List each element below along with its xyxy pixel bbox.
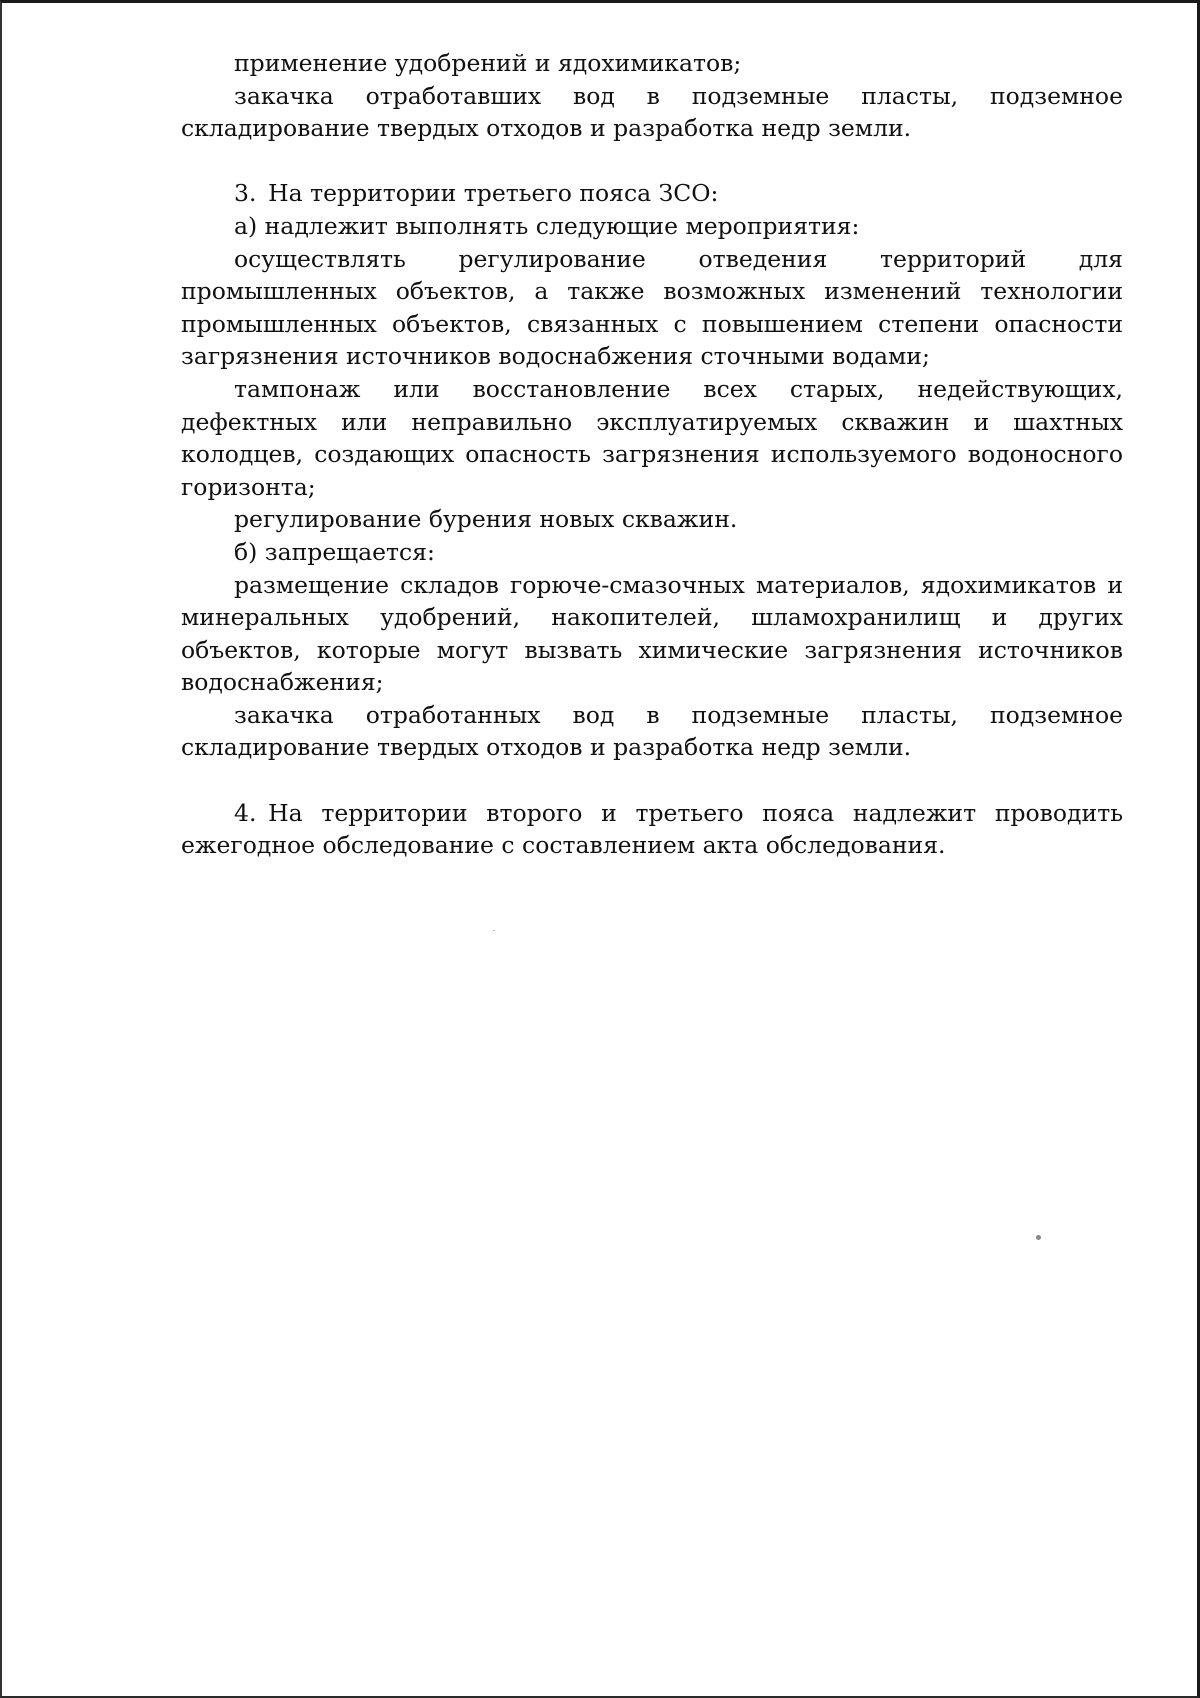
subsection-a-heading: а) надлежит выполнять следующие мероприятия: (234, 211, 860, 240)
paragraph-injection-third-belt: закачка отработанных вод в подземные пласты, подземное складирование твердых отходов и разработка недр земли. (181, 700, 1123, 762)
document-body (181, 47, 1123, 862)
section-3-heading: 3. На территории третьего пояса ЗСО: (234, 179, 719, 208)
paragraph-storage-prohibition: размещение складов горюче-смазочных материалов, ядохимикатов и минеральных удобрений, накопителей, шламохранилищ и других объектов, которые могут вызвать химические загрязнения источников водоснабжения; (181, 570, 1123, 697)
scan-speck (493, 930, 495, 931)
paragraph-fertilizers: применение удобрений и ядохимикатов; (234, 49, 742, 77)
paragraph-drilling-regulation: регулирование бурения новых скважин. (234, 505, 738, 534)
section-4-paragraph: 4. На территории второго и третьего пояса надлежит проводить ежегодное обследование с составлением акта обследования. (181, 798, 1123, 860)
paragraph-territory-regulation: осуществлять регулирование отведения территорий для промышленных объектов, а также возможных изменений технологии промышленных объектов, связанных с повышением степени опасности загрязнения источников водоснабжения сточными водами; (181, 244, 1123, 371)
paragraph-injection-second-belt: закачка отработавших вод в подземные пласты, подземное складирование твердых отходов и разработка недр земли. (181, 81, 1123, 143)
subsection-b-heading: б) запрещается: (234, 537, 435, 566)
scan-speck (1036, 1235, 1041, 1240)
paragraph-well-plugging: тампонаж или восстановление всех старых, недействующих, дефектных или неправильно эксплуатируемых скважин и шахтных колодцев, создающих опасность загрязнения используемого водоносного горизонта; (181, 374, 1123, 501)
